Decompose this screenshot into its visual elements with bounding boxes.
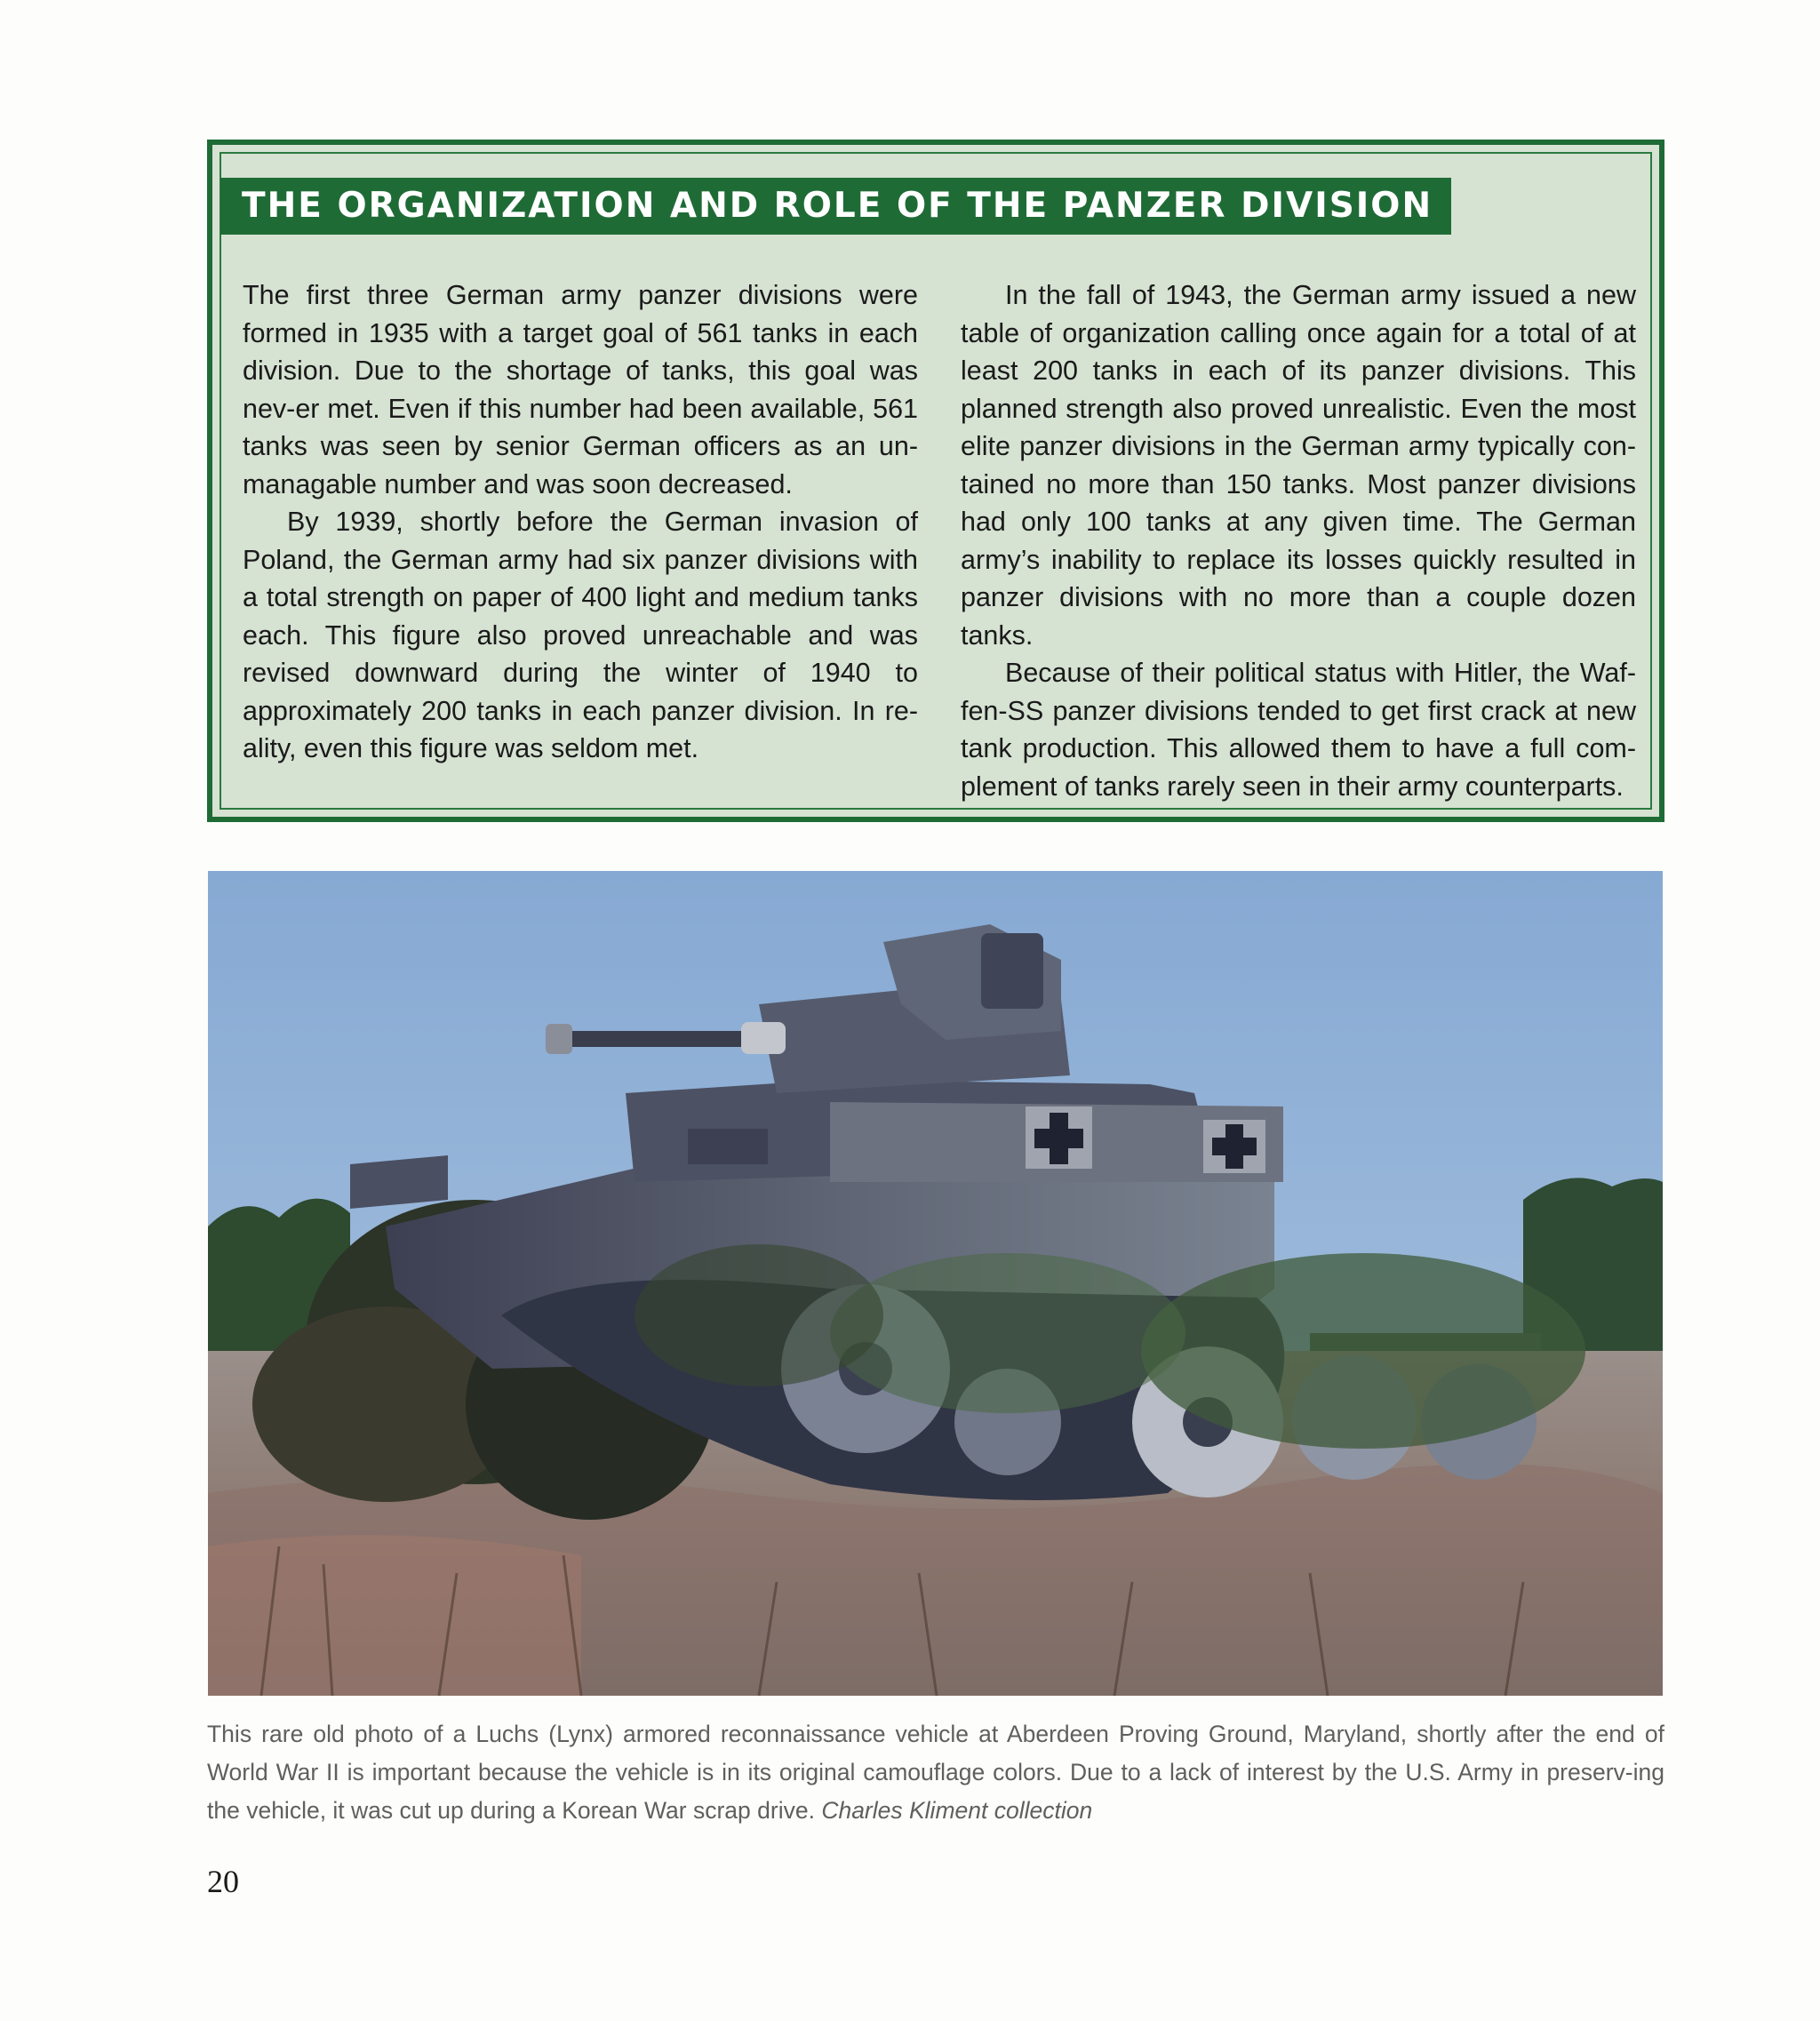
sidebar-paragraph: By 1939, shortly before the German invasion of Poland, the German army had six panzer divisions with a total strength on paper of 400 light and medium tanks each. This figure also proved unreachable and was revised downward during the winter of 1940 to approximately 200 tanks in each panzer division. In re-ality, even this figure was seldom met.	[243, 507, 918, 763]
page-number: 20	[207, 1864, 239, 1899]
sidebar-columns	[243, 276, 1636, 805]
sidebar-column-right	[961, 276, 1636, 805]
sidebar-title: THE ORGANIZATION AND ROLE OF THE PANZER DIVISION	[220, 178, 1451, 235]
sidebar-column-left	[243, 276, 918, 805]
sidebar-box	[207, 140, 1664, 822]
sidebar-paragraph: In the fall of 1943, the German army issued a new table of organization calling once again for a total of at least 200 tanks in each of its panzer divisions. This planned strength also proved unrealistic. Even the most elite panzer divisions in the German army typically con-tained no more than 150 tanks. Most panzer divisions had only 100 tanks at any given time. The German army’s inability to replace its losses quickly resulted in panzer divisions with no more than a couple dozen tanks.	[961, 280, 1636, 651]
sidebar-paragraph: Because of their political status with Hitler, the Waf-fen-SS panzer divisions tended to get first crack at new tank production. This allowed them to have a full com-plement of tanks rarely seen in their army counterparts.	[961, 658, 1636, 802]
tank-photo	[208, 871, 1663, 1696]
caption-text: This rare old photo of a Luchs (Lynx) armored reconnaissance vehicle at Aberdeen Proving Ground, Maryland, shortly after the end of World War II is important because the vehicle is in its original camouflage colors. Due to a lack of interest by the U.S. Army in preserv-ing the vehicle, it was cut up during a Korean War scrap drive.	[207, 1721, 1664, 1824]
photo-credit: Charles Kliment collection	[821, 1797, 1093, 1824]
photo-caption	[207, 1715, 1664, 1830]
sidebar-paragraph: The first three German army panzer divisions were formed in 1935 with a target goal of 561 tanks in each division. Due to the shortage of tanks, this goal was nev-er met. Even if this number had been available, 561 tanks was seen by senior German officers as an un-managable number and was soon decreased.	[243, 280, 918, 499]
